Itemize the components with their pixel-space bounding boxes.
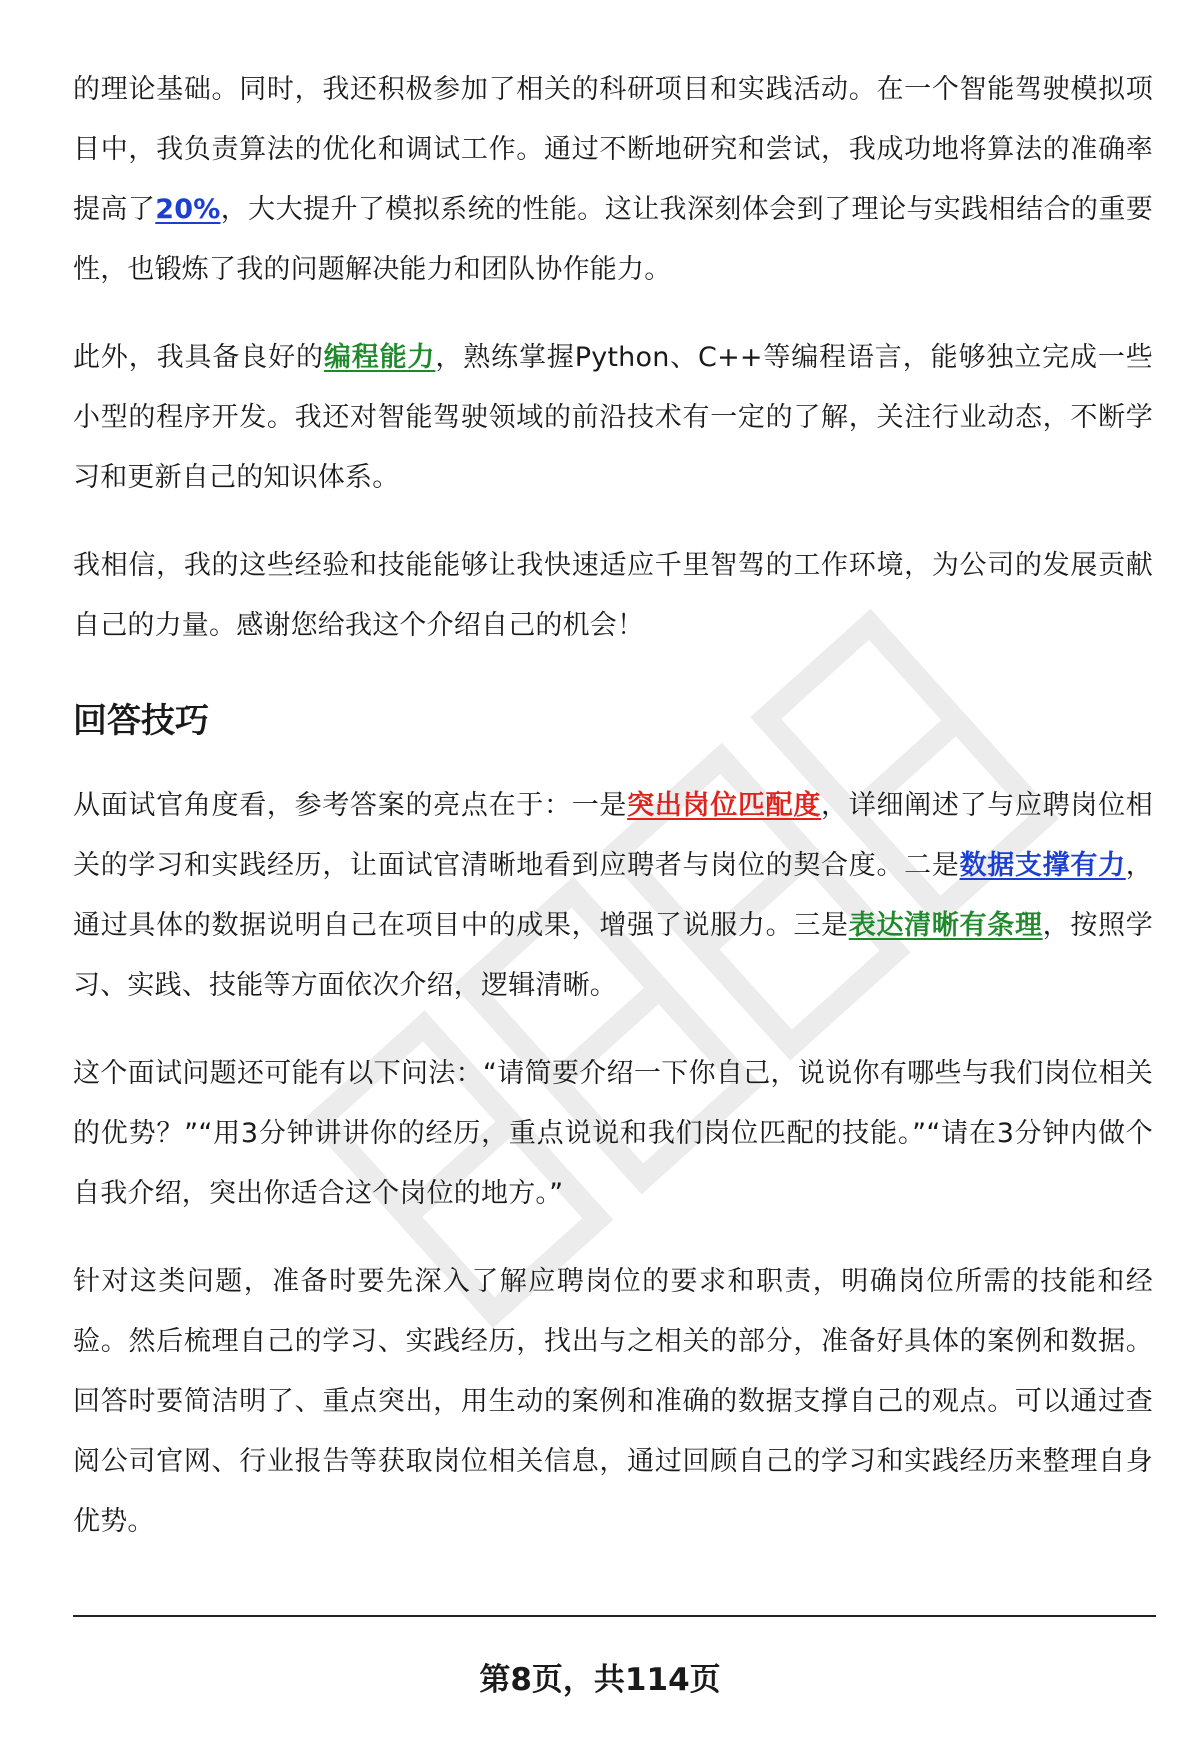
paragraph xyxy=(73,1252,1153,1552)
section-paragraphs xyxy=(73,776,1153,1552)
highlighted-phrase: 20% xyxy=(155,194,221,225)
paragraph-text: ，按照学习、实践、技能等方面依次介绍，逻辑清晰。 xyxy=(73,910,1153,1001)
paragraph-text: 的理论基础。同时，我还积极参加了相关的科研项目和实践活动。在一个智能驾驶模拟项目中，我负责算法的优化和调试工作。通过不断地研究和尝试，我成功地将算法的准确率提高了 xyxy=(73,74,1153,225)
paragraph xyxy=(73,776,1153,1016)
paragraph-text: 我相信，我的这些经验和技能能够让我快速适应千里智驾的工作环境，为公司的发展贡献自己的力量。感谢您给我这个介绍自己的机会！ xyxy=(73,550,1153,641)
footer-divider xyxy=(73,1615,1156,1617)
paragraph-text: ，熟练掌握Python、C++等编程语言，能够独立完成一些小型的程序开发。我还对智能驾驶领域的前沿技术有一定的了解，关注行业动态，不断学习和更新自己的知识体系。 xyxy=(73,342,1153,493)
document-body xyxy=(73,60,1153,1580)
paragraph xyxy=(73,1044,1153,1224)
paragraph xyxy=(73,328,1153,508)
section-title: 回答技巧 xyxy=(73,701,209,741)
paragraph xyxy=(73,60,1153,300)
highlighted-phrase: 数据支撑有力 xyxy=(959,850,1126,881)
intro-paragraphs xyxy=(73,60,1153,656)
paragraph-text: 从面试官角度看，参考答案的亮点在于：一是 xyxy=(73,790,628,821)
highlighted-phrase: 编程能力 xyxy=(323,342,436,373)
highlighted-phrase: 突出岗位匹配度 xyxy=(627,790,822,821)
paragraph-text: 针对这类问题，准备时要先深入了解应聘岗位的要求和职责，明确岗位所需的技能和经验。然后梳理自己的学习、实践经历，找出与之相关的部分，准备好具体的案例和数据。回答时要简洁明了、重点突出，用生动的案例和准确的数据支撑自己的观点。可以通过查阅公司官网、行业报告等获取岗位相关信息，通过回顾自己的学习和实践经历来整理自身优势。 xyxy=(73,1266,1153,1537)
paragraph xyxy=(73,536,1153,656)
paragraph-text: ，大大提升了模拟系统的性能。这让我深刻体会到了理论与实践相结合的重要性，也锻炼了我的问题解决能力和团队协作能力。 xyxy=(73,194,1153,285)
paragraph-text: 此外，我具备良好的 xyxy=(73,342,324,373)
paragraph-text: ，详细阐述了与应聘岗位相关的学习和实践经历，让面试官清晰地看到应聘者与岗位的契合度。二是 xyxy=(73,790,1154,881)
page-number: 第8页，共114页 xyxy=(479,1662,721,1698)
paragraph-text: 这个面试问题还可能有以下问法：“请简要介绍一下你自己，说说你有哪些与我们岗位相关的优势？”“用3分钟讲讲你的经历，重点说说和我们岗位匹配的技能。”“请在3分钟内做个自我介绍，突出你适合这个岗位的地方。” xyxy=(73,1058,1153,1209)
highlighted-phrase: 表达清晰有条理 xyxy=(848,910,1043,941)
paragraph-text: ，通过具体的数据说明自己在项目中的成果，增强了说服力。三是 xyxy=(73,850,1153,941)
